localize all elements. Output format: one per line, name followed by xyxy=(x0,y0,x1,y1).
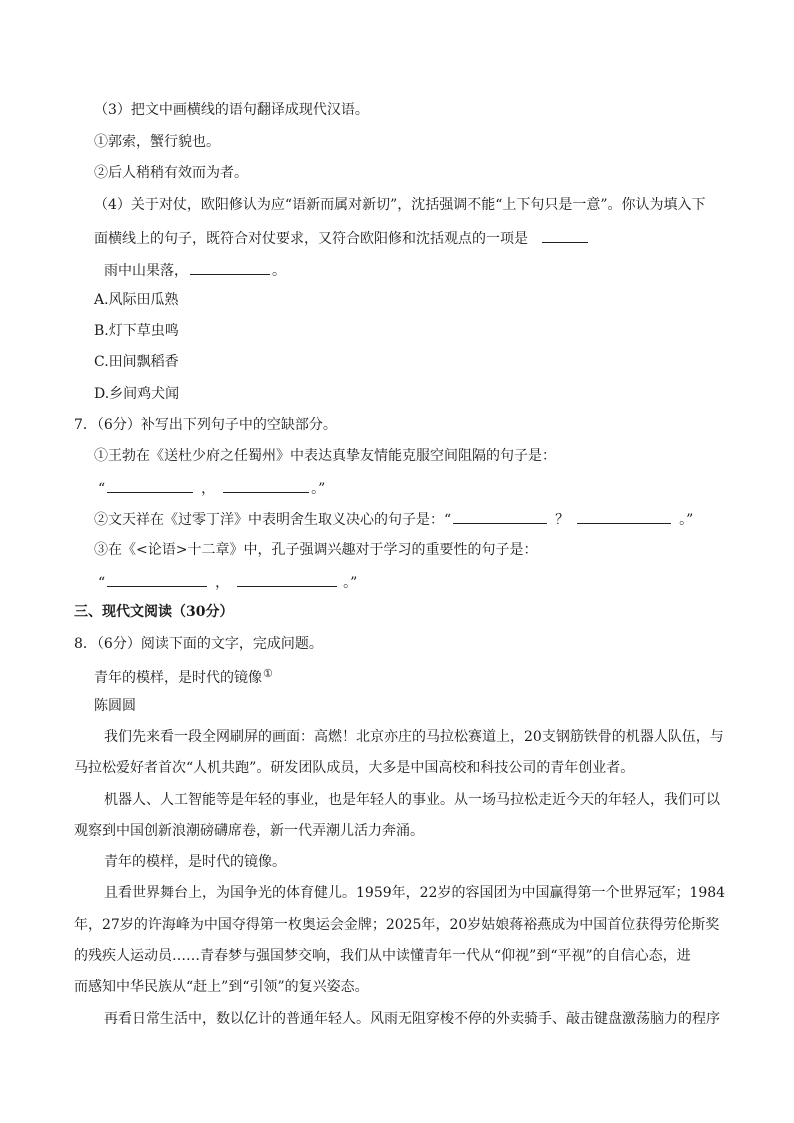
q8-header: 8．（6分）阅读下面的文字，完成问题。 xyxy=(74,636,323,652)
q4-prompt-line-1: （4）关于对仗，欧阳修认为应“语新而属对新切”，沈括强调不能“上下句只是一意”。你认为填入下 xyxy=(94,197,706,213)
article-paragraph-line: 观察到中国创新浪潮磅礴席卷，新一代弄潮儿活力奔涌。 xyxy=(74,823,424,839)
q3-prompt: （3）把文中画横线的语句翻译成现代汉语。 xyxy=(94,102,369,118)
q4-prompt-line-2 xyxy=(94,228,590,248)
q7-item-2 xyxy=(94,509,693,529)
q7-item-3-blank-1[interactable] xyxy=(107,572,207,587)
q7-item-2-blank-2[interactable] xyxy=(577,509,671,524)
q3-item-2: ②后人稍稍有效而为者。 xyxy=(94,165,248,181)
article-title-text: 青年的模样，是时代的镜像 xyxy=(94,670,262,686)
article-paragraph-line: 青年的模样，是时代的镜像。 xyxy=(104,854,286,870)
q7-item-2-text: ②文天祥在《过零丁洋》中表明舍生取义决心的句子是：“ xyxy=(94,512,452,528)
q4-answer-blank[interactable] xyxy=(542,228,588,243)
q7-item-1-answer xyxy=(98,478,325,498)
q7-item-1-open-quote: “ xyxy=(98,481,106,497)
q4-option-b: B.灯下草虫鸣 xyxy=(94,323,179,339)
q7-item-3-open-quote: “ xyxy=(98,575,106,591)
q7-header: 7．（6分）补写出下列句子中的空缺部分。 xyxy=(74,417,337,433)
q7-item-3-answer xyxy=(98,572,357,592)
q7-item-1: ①王勃在《送杜少府之任蜀州》中表达真挚友情能克服空间阻隔的句子是： xyxy=(94,448,556,464)
article-paragraph-line: 的残疾人运动员……青春梦与强国梦交响，我们从中读懂青年一代从“仰视”到“平视”的自信心态，进 xyxy=(74,948,691,964)
article-paragraph-line: 再看日常生活中，数以亿计的普通年轻人。风雨无阻穿梭不停的外卖骑手、敲击键盘激荡脑力的程序 xyxy=(104,1011,720,1027)
q7-item-2-close: 。” xyxy=(679,512,694,528)
article-paragraph-line: 而感知中华民族从“赶上”到“引领”的复兴姿态。 xyxy=(74,979,369,995)
q7-item-3-comma: ， xyxy=(215,575,230,591)
q4-option-c: C.田间飘稻香 xyxy=(94,354,179,370)
q7-item-1-blank-1[interactable] xyxy=(107,478,193,493)
article-paragraph-line: 我们先来看一段全网刷屏的画面：高燃！北京亦庄的马拉松赛道上，20支钢筋铁骨的机器人队伍，与 xyxy=(104,729,724,745)
article-paragraph-line: 年，27岁的许海峰为中国夺得第一枚奥运会金牌；2025年，20岁姑娘蒋裕燕成为中国首位获得劳伦斯奖 xyxy=(74,917,720,933)
q7-item-2-question: ？ xyxy=(555,512,570,528)
q4-stem-end: 。 xyxy=(272,263,286,279)
q3-item-1: ①郭索，蟹行貌也。 xyxy=(94,134,220,150)
q4-stem-blank[interactable] xyxy=(190,260,270,275)
section-3-title: 三、现代文阅读（30分） xyxy=(74,604,234,620)
q7-item-1-close: 。” xyxy=(311,481,326,497)
q4-option-d: D.乡间鸡犬闻 xyxy=(94,386,180,402)
footnote-marker[interactable]: ① xyxy=(263,667,273,680)
q4-option-a: A.风际田瓜熟 xyxy=(94,292,179,308)
article-paragraph-line: 机器人、人工智能等是年轻的事业，也是年轻人的事业。从一场马拉松走近今天的年轻人，我们可以 xyxy=(104,792,720,808)
q4-stem-start: 雨中山果落， xyxy=(104,263,188,279)
q4-prompt-text: 面横线上的句子，既符合对仗要求，又符合欧阳修和沈括观点的一项是 xyxy=(94,231,528,247)
article-author: 陈圆圆 xyxy=(94,698,136,714)
article-paragraph-line: 马拉松爱好者首次“人机共跑”。研发团队成员，大多是中国高校和科技公司的青年创业者。 xyxy=(74,760,635,776)
q7-item-1-comma: ， xyxy=(201,481,216,497)
article-paragraph-line: 且看世界舞台上，为国争光的体育健儿。1959年，22岁的容国团为中国赢得第一个世界冠军；1984 xyxy=(104,885,726,901)
q7-item-3-close: 。” xyxy=(343,575,358,591)
q7-item-1-blank-2[interactable] xyxy=(223,478,309,493)
q7-item-3: ③在《<论语>十二章》中，孔子强调兴趣对于学习的重要性的句子是： xyxy=(94,542,538,558)
q4-stem xyxy=(104,260,286,280)
q7-item-2-blank-1[interactable] xyxy=(453,509,547,524)
article-title xyxy=(94,664,273,684)
q7-item-3-blank-2[interactable] xyxy=(237,572,337,587)
